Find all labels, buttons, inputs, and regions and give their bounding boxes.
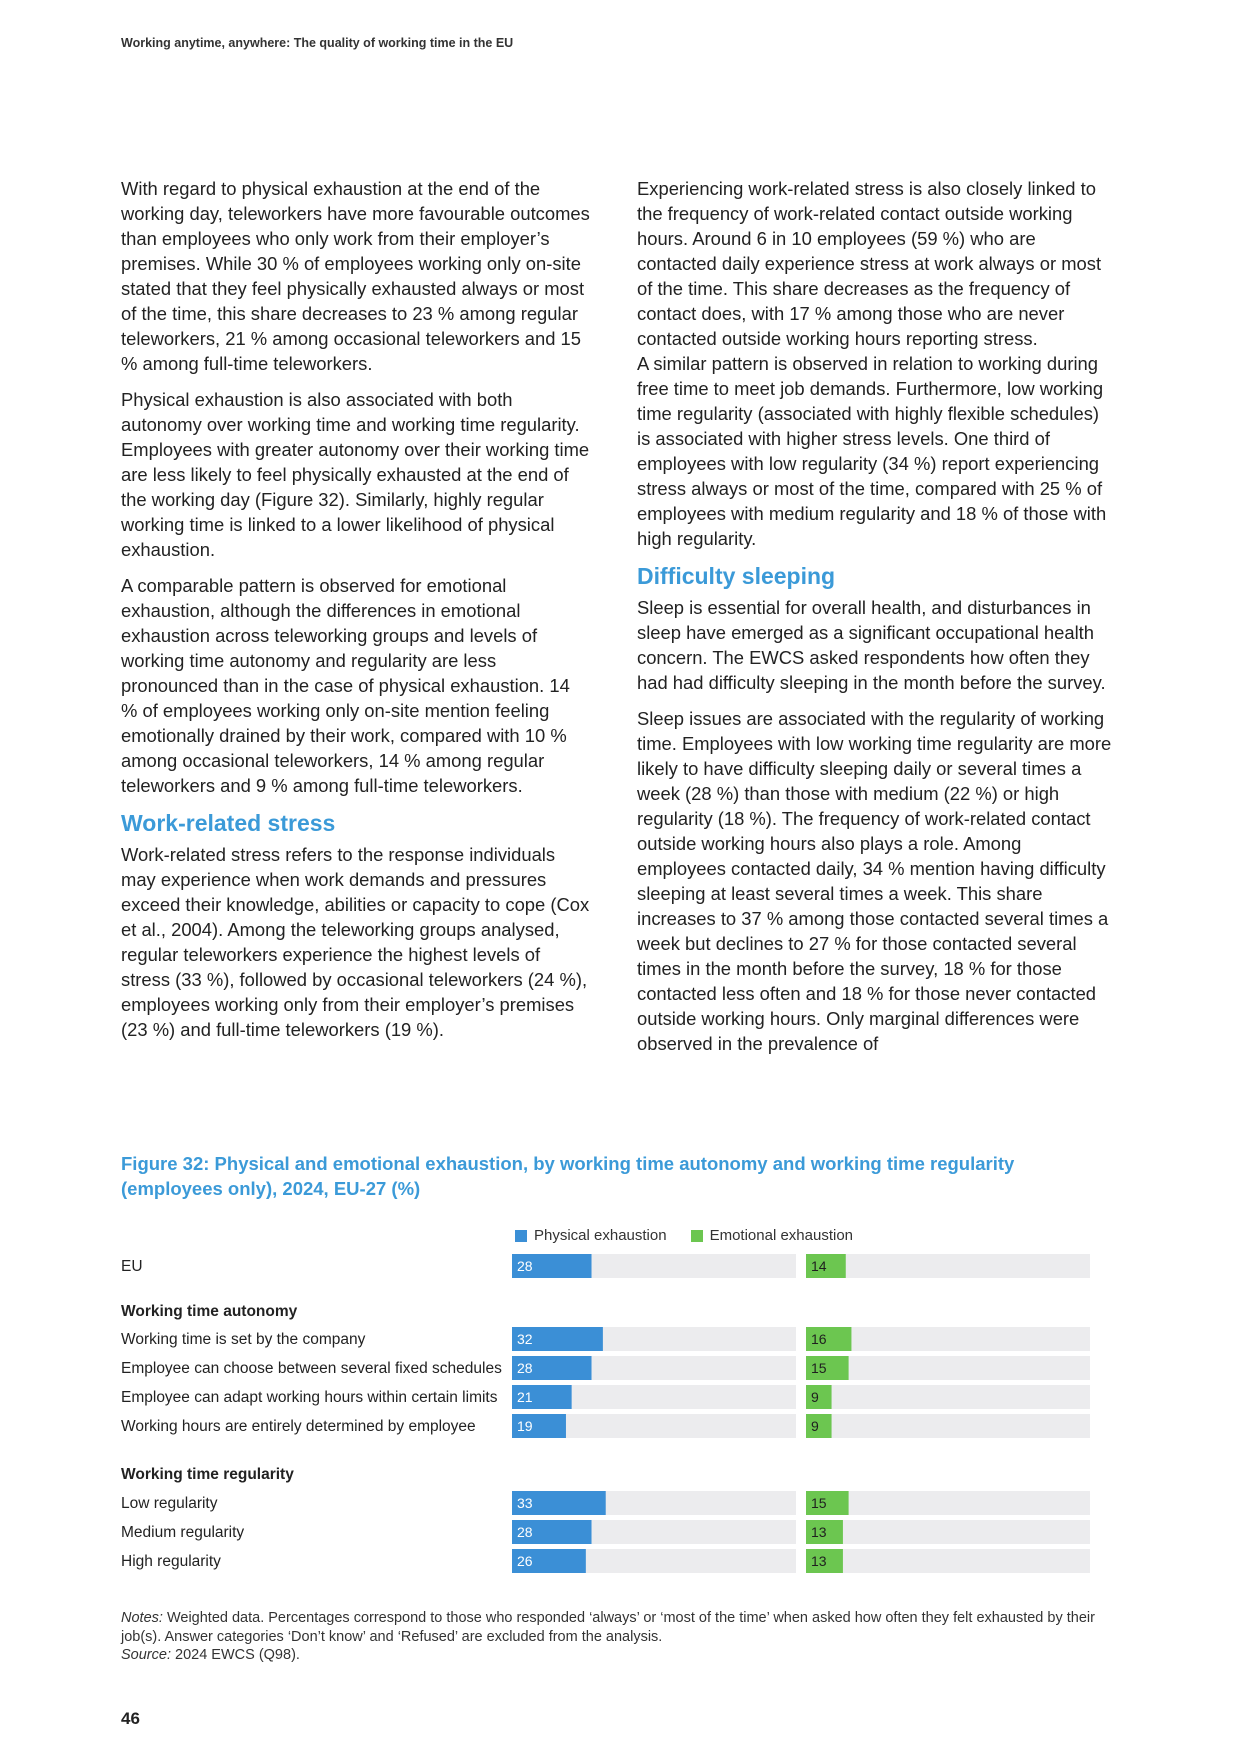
- data-label-emotional: 16: [811, 1331, 827, 1347]
- bar-track-emotional: [806, 1414, 1090, 1438]
- chart-row-label: Working time is set by the company: [121, 1331, 366, 1348]
- chart-row-label: EU: [121, 1258, 143, 1275]
- bar-track-emotional: [806, 1549, 1090, 1573]
- data-label-physical: 28: [517, 1524, 533, 1540]
- paragraph: Sleep is essential for overall health, and disturbances in sleep have emerged as a significant occupational health concern. The EWCS asked respondents how often they had had difficulty sleeping in the month before the survey.: [637, 597, 1106, 693]
- data-label-physical: 21: [517, 1389, 533, 1405]
- data-label-emotional: 15: [811, 1360, 827, 1376]
- data-label-physical: 28: [517, 1360, 533, 1376]
- figure-title: Figure 32: Physical and emotional exhaustion, by working time autonomy and working time regularity (employees only), 2024, EU-27 (%): [121, 1153, 1015, 1199]
- paragraph: Work-related stress refers to the response individuals may experience when work demands and pressures exceed their knowledge, abilities or capacity to cope (Cox et al., 2004). Among the teleworking groups analysed, regular teleworkers experience the highest levels of stress (33 %), followed by occasional teleworkers (24 %), employees working only from their employer’s premises (23 %) and full-time teleworkers (19 %).: [121, 844, 590, 1040]
- chart-group-label: Working time autonomy: [121, 1303, 298, 1320]
- source-text: 2024 EWCS (Q98).: [170, 1647, 300, 1663]
- figure-notes: [121, 1609, 1121, 1665]
- notes-text: Weighted data. Percentages correspond to those who responded ‘always’ or ‘most of the time’ when asked how often they felt exhausted by their job(s). Answer categories ‘Don’t know’ and ‘Refused’ are excluded from the analysis.: [121, 1610, 1095, 1645]
- running-head: Working anytime, anywhere: The quality of working time in the EU: [121, 36, 514, 50]
- chart-row-label: Low regularity: [121, 1495, 218, 1512]
- source-line: [121, 1646, 1121, 1665]
- bar-track-emotional: [806, 1254, 1090, 1278]
- page-number: 46: [121, 1709, 140, 1728]
- paragraph: Physical exhaustion is also associated with both autonomy over working time and working time regularity. Employees with greater autonomy over their working time are less likely to feel physically exhausted at the end of the working day (Figure 32). Similarly, highly regular working time is linked to a lower likelihood of physical exhaustion.: [121, 389, 590, 560]
- data-label-emotional: 9: [811, 1389, 819, 1405]
- chart-row-label: Medium regularity: [121, 1524, 245, 1541]
- paragraph: Sleep issues are associated with the regularity of working time. Employees with low working time regularity are more likely to have difficulty sleeping daily or several times a week (28 %) than those with medium (22 %) or high regularity (18 %). The frequency of work-related contact outside working hours also plays a role. Among employees contacted daily, 34 % mention having difficulty sleeping at least several times a week. This share increases to 37 % among those contacted several times a week but declines to 27 % for those contacted several times in the month before the survey, 18 % for those contacted less often and 18 % for those never contacted outside working hours. Only marginal differences were observed in the prevalence of: [637, 708, 1112, 1054]
- source-label: Source:: [121, 1647, 171, 1663]
- data-label-physical: 19: [517, 1418, 533, 1434]
- chart-row-label: Employee can adapt working hours within certain limits: [121, 1389, 498, 1406]
- data-label-emotional: 13: [811, 1524, 827, 1540]
- section-heading-work-related-stress: Work-related stress: [121, 810, 336, 836]
- chart-row-label: Working hours are entirely determined by employee: [121, 1418, 476, 1435]
- data-label-physical: 33: [517, 1495, 533, 1511]
- bar-track-emotional: [806, 1520, 1090, 1544]
- paragraph: A comparable pattern is observed for emotional exhaustion, although the differences in emotional exhaustion across teleworking groups and levels of working time autonomy and regularity are less pronounced than in the case of physical exhaustion. 14 % of employees working only on-site mention feeling emotionally drained by their work, compared with 10 % among occasional teleworkers, 14 % among regular teleworkers and 9 % among full-time teleworkers.: [121, 575, 570, 796]
- data-label-physical: 26: [517, 1553, 533, 1569]
- section-heading-difficulty-sleeping: Difficulty sleeping: [637, 563, 836, 589]
- data-label-physical: 28: [517, 1258, 533, 1274]
- chart-row-label: High regularity: [121, 1553, 221, 1570]
- notes-label: Notes:: [121, 1610, 163, 1626]
- data-label-emotional: 15: [811, 1495, 827, 1511]
- data-label-physical: 32: [517, 1331, 533, 1347]
- chart-group-label: Working time regularity: [121, 1466, 294, 1483]
- chart-row-label: Employee can choose between several fixed schedules: [121, 1360, 502, 1377]
- paragraph: With regard to physical exhaustion at the end of the working day, teleworkers have more favourable outcomes than employees who only work from their employer’s premises. While 30 % of employees working only on-site stated that they feel physically exhausted always or most of the time, this share decreases to 23 % among regular teleworkers, 21 % among occasional teleworkers and 15 % among full-time teleworkers.: [121, 178, 590, 374]
- paragraph: Experiencing work-related stress is also closely linked to the frequency of work-related contact outside working hours. Around 6 in 10 employees (59 %) who are contacted daily experience stress at work always or most of the time. This share decreases as the frequency of contact does, with 17 % among those who are never contacted outside working hours reporting stress.: [637, 178, 1102, 349]
- data-label-emotional: 9: [811, 1418, 819, 1434]
- data-label-emotional: 14: [811, 1258, 827, 1274]
- legend-label-emotional: Emotional exhaustion: [709, 1227, 854, 1244]
- notes-line: [121, 1609, 1121, 1646]
- paragraph: A similar pattern is observed in relation to working during free time to meet job demands. Furthermore, low working time regularity (associated with highly flexible schedules) is associated with higher stress levels. One third of employees with low regularity (34 %) report experiencing stress always or most of the time, compared with 25 % of employees with medium regularity and 18 % of those with high regularity.: [637, 353, 1107, 549]
- bar-track-emotional: [806, 1385, 1090, 1409]
- data-label-emotional: 13: [811, 1553, 827, 1569]
- legend-label-physical: Physical exhaustion: [534, 1227, 667, 1244]
